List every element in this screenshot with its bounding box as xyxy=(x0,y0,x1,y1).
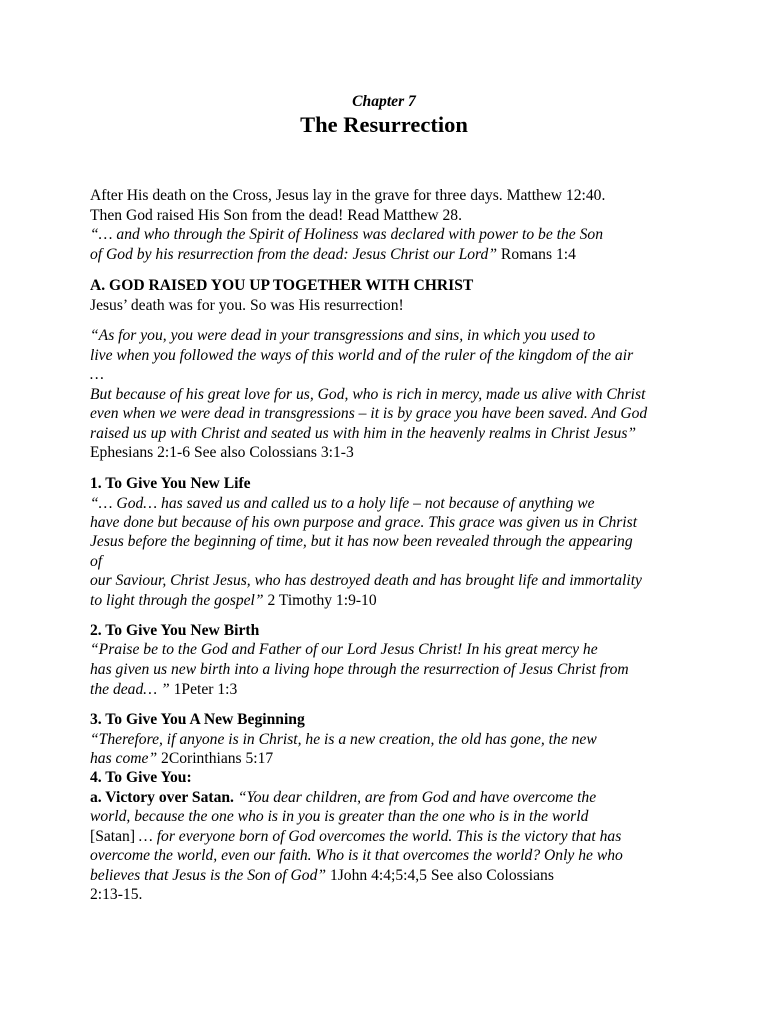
text-line xyxy=(90,186,605,205)
text-line xyxy=(90,326,595,345)
page-title: The Resurrection xyxy=(300,112,468,137)
scripture-quote: … xyxy=(90,366,104,383)
body-text-segment: 1Peter 1:3 xyxy=(169,681,238,698)
body-text-segment: Jesus’ death was for you. So was His resurrection! xyxy=(90,297,404,314)
scripture-quote: have done but because of his own purpose and grace. This grace was given us in Christ xyxy=(90,514,638,531)
scripture-quote: even when we were dead in transgressions – it is by grace you have been saved. And God xyxy=(90,405,648,422)
text-line xyxy=(90,571,642,590)
scripture-quote: has come” xyxy=(90,750,158,767)
scripture-quote: But because of his great love for us, God, who is rich in mercy, made us alive with Christ xyxy=(90,386,646,403)
heading-text: A. GOD RAISED YOU UP TOGETHER WITH CHRIST xyxy=(90,277,474,294)
text-line xyxy=(90,346,633,365)
text-line xyxy=(90,225,603,244)
text-line xyxy=(90,591,377,610)
text-line xyxy=(90,552,102,571)
heading-text: 4. To Give You: xyxy=(90,769,192,786)
text-line xyxy=(90,276,473,295)
chapter-label: Chapter 7 xyxy=(352,93,416,110)
text-line xyxy=(90,768,192,787)
text-line xyxy=(90,245,576,264)
text-line xyxy=(90,710,305,729)
scripture-quote: … for everyone born of God overcomes the world. This is the victory that has xyxy=(135,828,622,845)
body-text-segment: [Satan] xyxy=(90,828,136,845)
text-line xyxy=(90,788,596,807)
text-line xyxy=(90,474,251,493)
body-text-segment: Romans 1:4 xyxy=(497,246,576,263)
scripture-quote: overcome the world, even our faith. Who is it that overcomes the world? Only he who xyxy=(90,847,623,864)
scripture-quote: of xyxy=(90,553,103,570)
heading-text: 1. To Give You New Life xyxy=(90,475,251,492)
text-line xyxy=(90,296,404,315)
scripture-quote: live when you followed the ways of this world and of the ruler of the kingdom of the air xyxy=(90,347,634,364)
text-line xyxy=(90,621,259,640)
scripture-quote: world, because the one who is in you is greater than the one who is in the world xyxy=(90,808,589,825)
heading-text: 2. To Give You New Birth xyxy=(90,622,260,639)
scripture-quote: Jesus before the beginning of time, but it has now been revealed through the appearing xyxy=(90,533,633,550)
body-text-segment: Ephesians 2:1-6 See also Colossians 3:1-3 xyxy=(90,444,354,461)
body-text-segment: 2:13-15. xyxy=(90,886,143,903)
text-line xyxy=(90,494,595,513)
body-text-segment: 2 Timothy 1:9-10 xyxy=(263,592,377,609)
text-line xyxy=(90,385,645,404)
text-line xyxy=(90,749,273,768)
body-text-segment: After His death on the Cross, Jesus lay in the grave for three days. Matthew 12:40. xyxy=(90,187,606,204)
scripture-quote: believes that Jesus is the Son of God” xyxy=(90,867,327,884)
scripture-quote: raised us up with Christ and seated us with him in the heavenly realms in Christ Jesus” xyxy=(90,425,637,442)
body-text-segment: 1John 4:4;5:4,5 See also Colossians xyxy=(326,867,554,884)
scripture-quote: to light through the gospel” xyxy=(90,592,264,609)
text-line xyxy=(90,866,554,885)
scripture-quote: of God by his resurrection from the dead: Jesus Christ our Lord” xyxy=(90,246,498,263)
scripture-quote: “You dear children, are from God and have overcome the xyxy=(233,789,597,806)
body-text-segment: 2Corinthians 5:17 xyxy=(157,750,274,767)
text-line xyxy=(90,404,647,423)
text-line xyxy=(90,660,629,679)
text-line xyxy=(90,365,104,384)
text-line xyxy=(90,680,237,699)
text-line xyxy=(90,532,633,551)
heading-text: a. Victory over Satan. xyxy=(90,789,234,806)
text-line xyxy=(90,206,462,225)
scripture-quote: the dead… ” xyxy=(90,681,170,698)
heading-text: 3. To Give You A New Beginning xyxy=(90,711,305,728)
text-line xyxy=(90,846,623,865)
scripture-quote: has given us new birth into a living hope through the resurrection of Jesus Christ from xyxy=(90,661,629,678)
text-line xyxy=(90,513,637,532)
text-line xyxy=(90,885,142,904)
text-line xyxy=(90,640,598,659)
text-line xyxy=(90,443,354,462)
body-text-segment: Then God raised His Son from the dead! Read Matthew 28. xyxy=(90,207,462,224)
scripture-quote: our Saviour, Christ Jesus, who has destroyed death and has brought life and immortality xyxy=(90,572,642,589)
text-line xyxy=(90,807,588,826)
scripture-quote: “As for you, you were dead in your transgressions and sins, in which you used to xyxy=(90,327,596,344)
scripture-quote: “… and who through the Spirit of Holiness was declared with power to be the Son xyxy=(90,226,604,243)
scripture-quote: “Praise be to the God and Father of our Lord Jesus Christ! In his great mercy he xyxy=(90,641,598,658)
scripture-quote: “… God… has saved us and called us to a holy life – not because of anything we xyxy=(90,495,595,512)
text-line xyxy=(90,424,636,443)
scripture-quote: “Therefore, if anyone is in Christ, he is a new creation, the old has gone, the new xyxy=(90,731,597,748)
text-line xyxy=(90,730,597,749)
text-line xyxy=(90,827,621,846)
